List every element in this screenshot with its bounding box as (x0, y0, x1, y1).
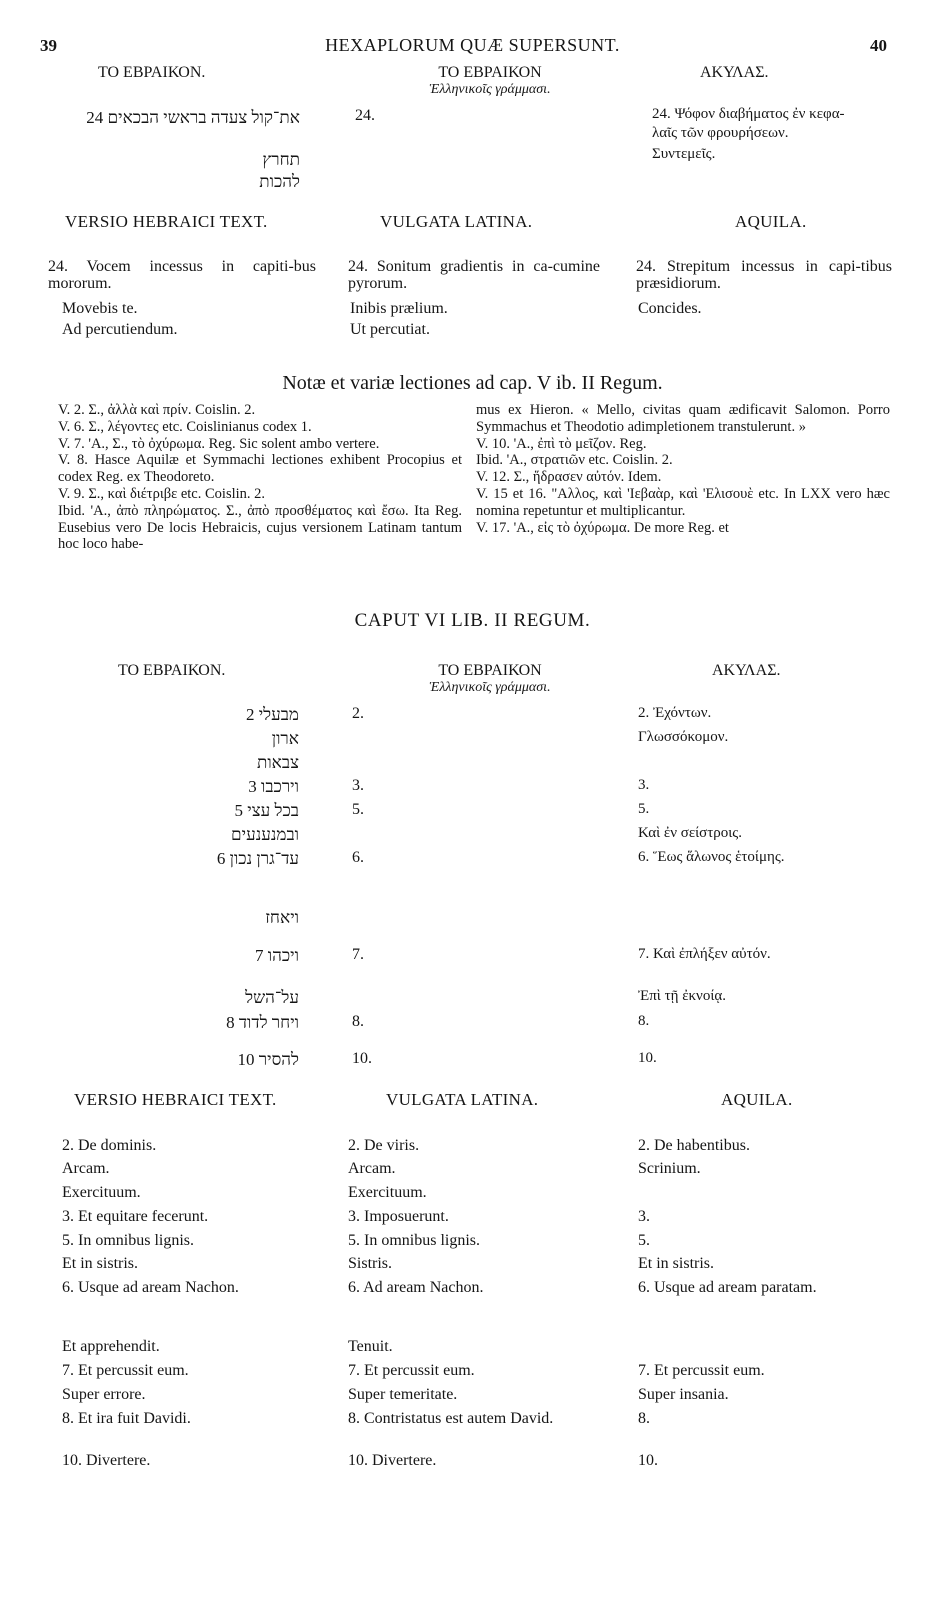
vulgata-line: 8. Contristatus est autem David. (348, 1410, 554, 1427)
versio-line: 5. In omnibus lignis. (62, 1232, 195, 1249)
aquila-line: Concides. (638, 300, 702, 317)
versio-line: Arcam. (62, 1160, 110, 1177)
hebrew-line: את־קול צעדה בראשי הבכאים 24 (86, 108, 300, 127)
subheading-aquila: AQUILA. (735, 212, 807, 231)
vulgata-line: 6. Ad aream Nachon. (348, 1279, 484, 1296)
transliteration-verse: 3. (352, 777, 364, 794)
hebrew-word: בכל עצי 5 (234, 801, 299, 820)
notes-left-column (58, 402, 462, 553)
versio-line: 7. Et percussit eum. (62, 1362, 189, 1379)
vulgata-line: 3. Imposuerunt. (348, 1208, 449, 1225)
hebrew-word: ובמנענעים (231, 825, 299, 844)
versio-line: Et in sistris. (62, 1255, 139, 1272)
col-heading-aquila: ΑΚΥΛΑΣ. (712, 662, 781, 679)
vulgata-paragraph: 24. Sonitum gradientis in ca-cumine pyrorum. (348, 258, 600, 292)
vulgata-line: 7. Et percussit eum. (348, 1362, 475, 1379)
hebrew-line: תחרץ (262, 150, 300, 169)
vulgata-line: Arcam. (348, 1160, 396, 1177)
notes-title: Notæ et variæ lectiones ad cap. V ib. II Regum. (282, 372, 663, 394)
hebrew-word: וירכבו 3 (248, 777, 299, 796)
aquila-greek: Καὶ ἐν σείστροις. (638, 825, 742, 841)
versio-line: 3. Et equitare fecerunt. (62, 1208, 209, 1225)
aquila-line: Scrinium. (638, 1160, 701, 1177)
note-entry: V. 8. Hasce Aquilæ et Symmachi lectiones exhibent Procopius et codex Reg. ex Theodoreto. (58, 452, 462, 486)
versio-line: Et apprehendit. (62, 1338, 160, 1355)
aquila-greek: 2. Ἐχόντων. (638, 705, 712, 721)
subheading-aquila: AQUILA. (721, 1090, 793, 1109)
transliteration-verse: 8. (352, 1013, 364, 1030)
aquila-line: 5. (638, 1232, 650, 1249)
hebrew-word: מבעלי 2 (245, 705, 299, 724)
hebrew-word: ויאחז (265, 908, 299, 927)
aquila-line: 10. (638, 1452, 658, 1469)
vulgata-line: Ut percutiat. (350, 321, 430, 338)
page-number-right: 40 (870, 36, 887, 55)
subheading-vulgata: VULGATA LATINA. (386, 1090, 539, 1109)
aquila-line: 7. Et percussit eum. (638, 1362, 765, 1379)
col-heading-hebrew: ΤΟ ΕΒΡΑΙΚΟΝ. (98, 64, 206, 81)
aquila-line: Super insania. (638, 1386, 729, 1403)
note-entry: V. 6. Σ., λέγοντες etc. Coislinianus codex 1. (58, 418, 312, 435)
hebrew-line: להכות (259, 172, 300, 191)
vulgata-line: Tenuit. (348, 1338, 393, 1355)
aquila-line: 2. De habentibus. (638, 1137, 750, 1154)
vulgata-line: Inibis prælium. (350, 300, 448, 317)
note-entry: Ibid. 'Α., ἀπὸ πληρώματος. Σ., ἀπὸ προσθέματος καὶ ἔσω. Ita Reg. Eusebius vero De locis Hebraicis, cujus versionem Latinam tantum hoc loco habe- (58, 502, 462, 553)
col-subheading-transliteration: Ἑλληνικοῖς γράμμασι. (429, 680, 551, 695)
vulgata-line: Exercituum. (348, 1184, 427, 1201)
aquila-line: 8. (638, 1410, 650, 1427)
aquila-greek-line: λαῖς τῶν φρουρήσεων. (652, 125, 789, 141)
aquila-greek: Ἐπὶ τῇ ἐκνοίᾳ. (638, 988, 726, 1004)
note-entry: mus ex Hieron. « Mello, civitas quam ædificavit Salomon. Porro Symmachus et Theodotio adimpletionem transtulerunt. » (476, 402, 890, 435)
vulgata-line: 10. Divertere. (348, 1452, 437, 1469)
transliteration-verse: 24. (355, 107, 375, 124)
col-heading-hebrew: ΤΟ ΕΒΡΑΙΚΟΝ. (118, 662, 226, 679)
versio-line: 8. Et ira fuit Davidi. (62, 1410, 191, 1427)
chapter-heading: CAPUT VI LIB. II REGUM. (354, 610, 591, 631)
note-entry: V. 7. 'Α., Σ., τὸ ὀχύρωμα. Reg. Sic solent ambo vertere. (58, 435, 380, 452)
note-entry: Ibid. 'Α., στρατιῶν etc. Coislin. 2. (476, 452, 673, 469)
aquila-greek: 7. Καὶ ἐπλήξεν αὐτόν. (638, 946, 771, 962)
col-subheading-transliteration: Ἑλληνικοῖς γράμμασι. (429, 82, 551, 97)
note-entry: V. 2. Σ., ἀλλὰ καὶ πρίν. Coislin. 2. (58, 402, 256, 418)
vulgata-line: Super temeritate. (348, 1386, 458, 1403)
aquila-line: 3. (638, 1208, 650, 1225)
aquila-greek-line: 24. Ψόφον διαβήματος ἐν κεφα- (652, 106, 845, 122)
hebrew-word: להסיר 10 (237, 1050, 299, 1069)
hebrew-word: ויכהו 7 (255, 946, 299, 965)
transliteration-verse: 10. (352, 1050, 372, 1067)
transliteration-verse: 2. (352, 705, 364, 722)
vulgata-line: 2. De viris. (348, 1137, 420, 1154)
aquila-line: Et in sistris. (638, 1255, 715, 1272)
aquila-greek: 5. (638, 801, 650, 817)
hebrew-word: צבאות (256, 753, 299, 772)
hebrew-word: ארון (271, 729, 299, 748)
hebrew-word: עד־גרן נכון 6 (216, 849, 299, 868)
aquila-greek-line: Συντεμεῖς. (652, 146, 716, 162)
versio-line: 6. Usque ad aream Nachon. (62, 1279, 239, 1296)
versio-line: 2. De dominis. (62, 1137, 157, 1154)
note-entry: V. 15 et 16. "Αλλος, καὶ 'Ιεβαὰρ, καὶ 'Ελισουὲ etc. In LXX vero hæc nomina repetuntur et multiplicantur. (476, 485, 890, 519)
versio-line: 10. Divertere. (62, 1452, 151, 1469)
page-number-left: 39 (40, 36, 57, 55)
vulgata-line: Sistris. (348, 1255, 393, 1272)
transliteration-verse: 6. (352, 849, 364, 866)
versio-line: Ad percutiendum. (62, 321, 178, 338)
transliteration-verse: 7. (352, 946, 364, 963)
subheading-vulgata: VULGATA LATINA. (380, 212, 533, 231)
col-heading-transliteration: ΤΟ ΕΒΡΑΙΚΟΝ (438, 662, 542, 679)
versio-line: Movebis te. (62, 300, 138, 317)
versio-paragraph: 24. Vocem incessus in capiti-bus mororum. (48, 258, 316, 292)
subheading-versio: VERSIO HEBRAICI TEXT. (65, 212, 268, 231)
aquila-greek: 10. (638, 1050, 657, 1066)
aquila-greek: Γλωσσόκομον. (638, 729, 729, 745)
note-entry: V. 9. Σ., καὶ διέτριβε etc. Coislin. 2. (58, 485, 266, 502)
note-entry: V. 10. 'Α., ἐπὶ τὸ μεῖζον. Reg. (476, 435, 647, 452)
aquila-line: 6. Usque ad aream paratam. (638, 1279, 817, 1296)
aquila-greek: 3. (638, 777, 650, 793)
hebrew-word: ויחר לדוד 8 (226, 1013, 299, 1032)
note-entry: V. 17. 'Α., εἰς τὸ ὀχύρωμα. De more Reg. et (476, 519, 729, 536)
col-heading-aquila: ΑΚΥΛΑΣ. (700, 64, 769, 81)
transliteration-verse: 5. (352, 801, 364, 818)
running-title: HEXAPLORUM QUÆ SUPERSUNT. (325, 35, 620, 55)
aquila-greek: 8. (638, 1013, 650, 1029)
hebrew-word: על־השל (245, 988, 299, 1007)
aquila-greek: 6. Ἕως ἅλωνος ἑτοίμης. (638, 849, 785, 865)
subheading-versio: VERSIO HEBRAICI TEXT. (74, 1090, 277, 1109)
aquila-paragraph: 24. Strepitum incessus in capi-tibus præsidiorum. (636, 258, 892, 292)
versio-line: Super errore. (62, 1386, 146, 1403)
col-heading-transliteration: ΤΟ ΕΒΡΑΙΚΟΝ (438, 64, 542, 81)
note-entry: V. 12. Σ., ἥδρασεν αὐτόν. Idem. (476, 469, 662, 486)
versio-line: Exercituum. (62, 1184, 141, 1201)
vulgata-line: 5. In omnibus lignis. (348, 1232, 481, 1249)
notes-right-column (476, 402, 890, 536)
